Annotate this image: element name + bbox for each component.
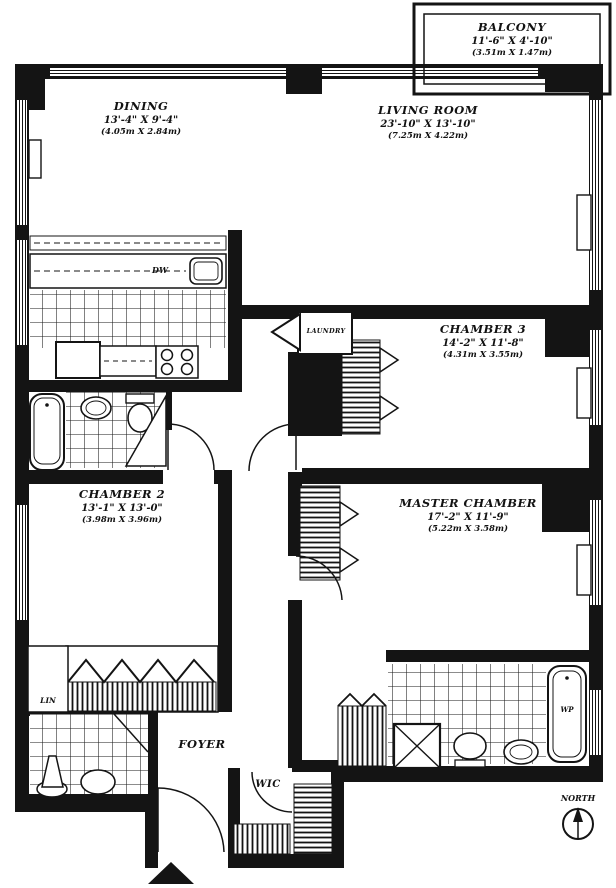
- stove-burner: [162, 364, 173, 375]
- room-dims-imperial: 23'-10" X 13'-10": [380, 119, 476, 131]
- room-dims-imperial: 13'-4" X 9'-4": [103, 115, 179, 127]
- wall-kitchen-bottom: [28, 380, 228, 392]
- column-chamber3: [545, 319, 589, 357]
- master-closet-rod-icon: [340, 502, 358, 526]
- column-master: [542, 484, 592, 532]
- room-name: FOYER: [178, 737, 226, 751]
- laundry-door-chevron: [272, 314, 300, 350]
- stove-burner: [182, 364, 193, 375]
- bathtub-inner: [34, 398, 60, 464]
- wall-masterbath-top: [386, 650, 589, 662]
- entry-door-arc: [158, 788, 224, 852]
- linen-label: LIN: [40, 696, 56, 705]
- sink-icon: [81, 770, 115, 794]
- sink-inner: [510, 745, 532, 759]
- chamber2-closet-zigzag: [68, 660, 214, 682]
- room-name: DINING: [113, 99, 169, 113]
- master-chamber-label: [399, 496, 537, 536]
- wic-shelves: [294, 784, 332, 854]
- chamber2-label: [79, 487, 165, 527]
- sink-inner: [86, 401, 106, 415]
- foyer-label: [178, 737, 225, 752]
- whirlpool-label: WP: [560, 705, 574, 714]
- tub-drain: [565, 676, 569, 680]
- north-compass-icon: [563, 807, 593, 839]
- wall-entry-jamb: [145, 854, 155, 868]
- room-dims-metric: (4.31m X 3.55m): [443, 350, 523, 361]
- room-dims-metric: (4.05m X 2.84m): [101, 127, 181, 138]
- room-name: MASTER CHAMBER: [399, 496, 537, 510]
- wall-kitchen-right: [228, 230, 242, 392]
- chamber2-door-arc: [168, 424, 214, 470]
- living-room-label: [378, 103, 478, 143]
- dishwasher-label: DW: [152, 265, 168, 275]
- room-name: BALCONY: [477, 20, 547, 34]
- toilet-icon: [454, 733, 486, 759]
- pier-top-right: [545, 64, 603, 92]
- stove-icon: [156, 346, 198, 378]
- wic-hangers: [234, 824, 290, 854]
- chamber3-closet-rod-icon: [380, 348, 398, 372]
- masterbath-closet-hangers: [338, 706, 386, 766]
- sill-box-master: [577, 545, 591, 595]
- bathtub-drain: [45, 403, 49, 407]
- pier-top-middle: [286, 64, 322, 94]
- sill-box-living: [577, 195, 591, 250]
- wall-bottom-left: [15, 794, 158, 812]
- chamber3-closet-rod-icon: [380, 396, 398, 420]
- window-chamber2-left: [16, 505, 27, 620]
- room-dims-metric: (5.22m X 3.58m): [428, 524, 508, 535]
- room-name: CHAMBER 3: [439, 322, 527, 336]
- wall-chamber2-top-a: [15, 470, 163, 484]
- wall-bottom-right: [335, 766, 603, 782]
- chamber3-label: [440, 322, 526, 362]
- room-dims-metric: (3.98m X 3.96m): [82, 515, 162, 526]
- wall-laundry-block: [288, 352, 342, 436]
- window-masterbath-right: [590, 690, 601, 755]
- window-dining-left: [16, 100, 27, 225]
- kitchen-tile-floor: [30, 290, 226, 348]
- dining-label: [101, 99, 181, 139]
- wall-chamber2-right: [218, 470, 232, 712]
- wic-label: [255, 778, 280, 791]
- room-dims-imperial: 14'-2" X 11'-8": [442, 338, 524, 350]
- north-label: NORTH: [560, 793, 596, 803]
- window-kitchen-left: [16, 240, 27, 345]
- whirlpool-tub-inner: [553, 671, 581, 757]
- room-dims-metric: (7.25m X 4.22m): [388, 131, 468, 142]
- room-dims-imperial: 17'-2" X 11'-9": [427, 512, 509, 524]
- stove-burner: [182, 350, 193, 361]
- wall-chamber3-bottom: [302, 468, 603, 484]
- wall-hall-right-b: [288, 600, 302, 768]
- masterbath-closet-zigzag: [338, 694, 386, 706]
- stove-burner: [162, 350, 173, 361]
- sill-box-dining: [29, 140, 41, 178]
- chamber2-closet-hangers: [68, 682, 216, 711]
- window-dining-top: [50, 67, 286, 76]
- master-closet-rod-icon: [340, 548, 358, 572]
- master-closet-shelves: [300, 486, 340, 580]
- sill-box-chamber3: [577, 368, 591, 418]
- wall-bottom-center: [228, 854, 344, 868]
- toilet-tank: [455, 760, 485, 767]
- window-living-top: [322, 67, 538, 76]
- wall-wic-top: [292, 760, 339, 772]
- room-dims-metric: (3.51m X 1.47m): [472, 48, 552, 59]
- balcony-label: [471, 20, 552, 60]
- room-dims-imperial: 13'-1" X 13'-0": [81, 503, 163, 515]
- kitchen-sink-inner: [194, 262, 218, 280]
- room-name: CHAMBER 2: [78, 487, 166, 501]
- toilet-tank: [126, 394, 154, 403]
- refrigerator-icon: [56, 342, 100, 378]
- room-name: LIVING ROOM: [378, 103, 478, 117]
- room-dims-imperial: 11'-6" X 4'-10": [471, 36, 553, 48]
- room-name: WIC: [255, 779, 281, 790]
- laundry-label: LAUNDRY: [306, 327, 346, 335]
